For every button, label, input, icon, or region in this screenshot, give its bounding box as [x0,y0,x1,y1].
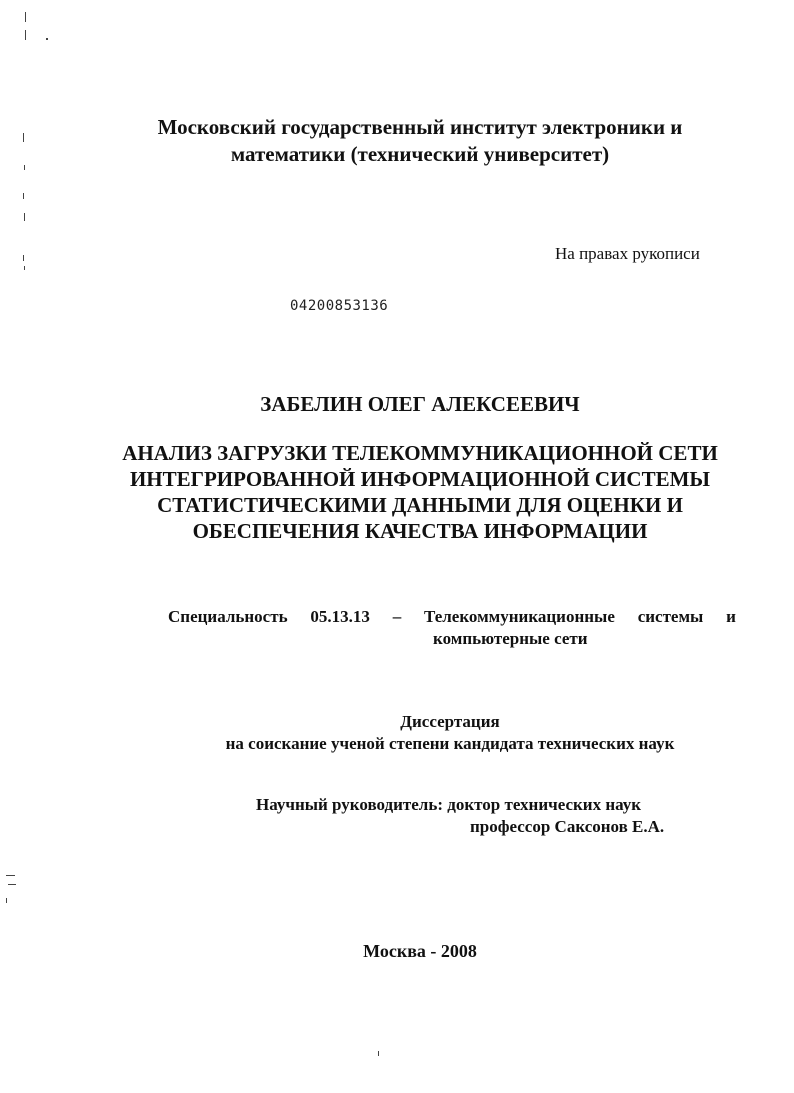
rights-note: На правах рукописи [555,244,700,263]
advisor-line-1: Научный руководитель: доктор технических наук [256,795,642,814]
specialty-name-part-3: и [726,607,736,626]
title-line-2: ИНТЕГРИРОВАННОЙ ИНФОРМАЦИОННОЙ СИСТЕМЫ [129,467,711,491]
specialty-line-2: компьютерные сети [433,629,588,648]
city-year: Москва - 2008 [363,941,477,961]
institution-line-1: Московский государственный институт электроники и [157,115,683,139]
scan-mark [23,255,24,261]
author-name: ЗАБЕЛИН ОЛЕГ АЛЕКСЕЕВИЧ [260,392,580,416]
institution-line-2: математики (технический университет) [230,142,610,166]
scan-mark [378,1051,379,1056]
specialty-code: 05.13.13 [310,607,370,626]
scan-mark [6,898,7,903]
scan-mark [24,213,25,221]
specialty-name-part-1: Телекоммуникационные [424,607,615,626]
scan-mark [6,875,15,876]
document-type: Диссертация [400,712,500,731]
scan-mark [8,884,16,885]
thesis-title [80,440,760,544]
advisor-line-2: профессор Саксонов Е.А. [470,817,665,836]
scan-mark [24,266,25,270]
scan-mark [23,133,24,142]
scan-mark [25,12,26,22]
institution-name [90,114,750,168]
specialty-label: Специальность [168,607,288,626]
scan-mark [25,30,26,40]
scan-mark [46,38,48,40]
title-line-4: ОБЕСПЕЧЕНИЯ КАЧЕСТВА ИНФОРМАЦИИ [192,519,648,543]
specialty-line-1 [168,607,736,627]
title-line-3: СТАТИСТИЧЕСКИМИ ДАННЫМИ ДЛЯ ОЦЕНКИ И [157,493,683,517]
specialty-dash: – [392,607,402,626]
scan-mark [23,193,24,199]
scan-mark [24,165,25,170]
catalog-number: 04200853136 [290,298,389,314]
specialty-name-part-2: системы [637,607,704,626]
title-line-1: АНАЛИЗ ЗАГРУЗКИ ТЕЛЕКОММУНИКАЦИОННОЙ СЕТИ [122,441,718,465]
degree-line: на соискание ученой степени кандидата технических наук [225,734,675,753]
